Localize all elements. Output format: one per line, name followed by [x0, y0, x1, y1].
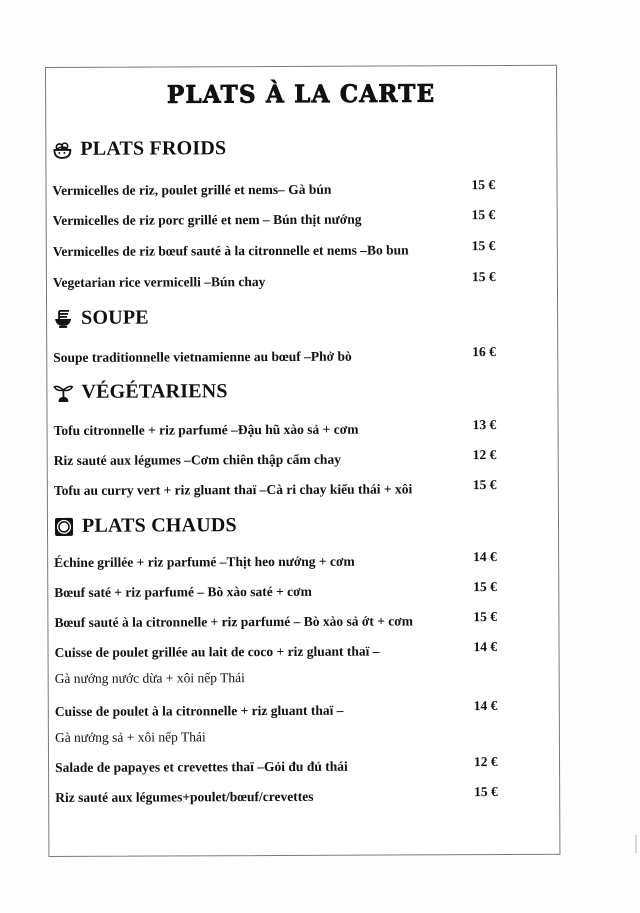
menu-item-name: Vermicelles de riz porc grillé et nem – Bún thịt nướng	[52, 211, 362, 228]
menu-item-name: Soupe traditionnelle vietnamienne au bœuf –Phở bò	[53, 348, 352, 365]
plate-icon	[54, 516, 74, 536]
sprout-plant-icon	[53, 382, 73, 402]
menu-item	[54, 639, 545, 687]
menu-item-name: Échine grillée + riz parfumé –Thịt heo nướng + cơm	[54, 553, 355, 570]
menu-item	[54, 549, 544, 571]
menu-item	[53, 417, 544, 439]
menu-item-price: 15 €	[473, 609, 498, 625]
menu-item	[52, 238, 543, 260]
section-heading-label: PLATS FROIDS	[80, 137, 227, 160]
menu-item-price: 15 €	[471, 269, 496, 285]
section-heading-label: PLATS CHAUDS	[81, 514, 237, 537]
menu-page	[45, 65, 560, 857]
menu-item-price: 13 €	[472, 417, 497, 433]
menu-item-price: 14 €	[473, 639, 498, 655]
menu-item-vietnamese-name: Gà nướng sả + xôi nếp Thái	[54, 729, 206, 745]
menu-item-name: Bœuf sauté à la citronnelle + riz parfumé – Bò xào sả ớt + cơm	[54, 613, 414, 630]
section-heading-plats-chauds	[54, 514, 237, 538]
menu-item-name: Cuisse de poulet grillée au lait de coco + riz gluant thaï –	[54, 643, 380, 660]
menu-item-name: Salade de papayes et crevettes thaï –Gỏi đu đủ thái	[55, 758, 348, 775]
menu-item	[53, 344, 543, 366]
menu-item-price: 12 €	[472, 447, 497, 463]
menu-title: PLATS À LA CARTE	[166, 79, 436, 110]
menu-item	[54, 698, 545, 746]
menu-item-name: Vermicelles de riz, poulet grillé et nems– Gà bún	[52, 181, 332, 198]
section-heading-plats-froids	[52, 137, 226, 161]
menu-item	[55, 754, 545, 776]
menu-item-price: 16 €	[472, 344, 496, 360]
menu-item-price: 15 €	[471, 238, 496, 254]
section-heading-label: SOUPE	[81, 306, 149, 329]
menu-item	[55, 784, 545, 806]
menu-item-price: 15 €	[471, 207, 496, 223]
menu-item-name: Vermicelles de riz bœuf sauté à la citronnelle et nems –Bo bun	[52, 242, 409, 259]
menu-item-price: 15 €	[472, 477, 497, 493]
menu-item-price: 14 €	[473, 549, 497, 565]
menu-item	[52, 177, 543, 199]
menu-item-vietnamese-name: Gà nướng nước dừa + xôi nếp Thái	[54, 670, 245, 686]
menu-item-name: Cuisse de poulet à la citronnelle + riz gluant thaï –	[54, 702, 344, 719]
menu-item	[52, 269, 543, 291]
scan-edge-artifact	[635, 835, 637, 853]
salad-bowl-icon	[52, 139, 72, 159]
menu-item-name: Tofu au curry vert + riz gluant thaï –Cà ri chay kiểu thái + xôi	[53, 481, 413, 498]
section-heading-vegetariens	[53, 380, 227, 404]
menu-item-price: 12 €	[474, 754, 498, 770]
menu-item-name: Riz sauté aux légumes+poulet/bœuf/crevettes	[55, 788, 314, 805]
menu-item-name: Riz sauté aux légumes –Cơm chiên thập cẩm chay	[53, 451, 341, 468]
menu-item-price: 15 €	[474, 784, 498, 800]
menu-item-price: 15 €	[471, 177, 496, 193]
menu-item-price: 14 €	[473, 698, 498, 714]
menu-item	[53, 447, 544, 469]
section-heading-label: VÉGÉTARIENS	[81, 380, 228, 403]
menu-item-name: Vegetarian rice vermicelli –Bún chay	[52, 274, 266, 290]
section-heading-soupe	[53, 307, 149, 330]
noodle-soup-bowl-icon	[53, 308, 73, 328]
menu-item-price: 15 €	[473, 579, 497, 595]
menu-item	[54, 579, 544, 601]
menu-item-name: Tofu citronnelle + riz parfumé –Đậu hũ xào sả + cơm	[53, 421, 359, 438]
menu-item	[54, 609, 544, 631]
menu-item-name: Bœuf saté + riz parfumé – Bò xào saté + cơm	[54, 583, 312, 600]
menu-item	[52, 207, 543, 229]
menu-item	[53, 477, 544, 499]
